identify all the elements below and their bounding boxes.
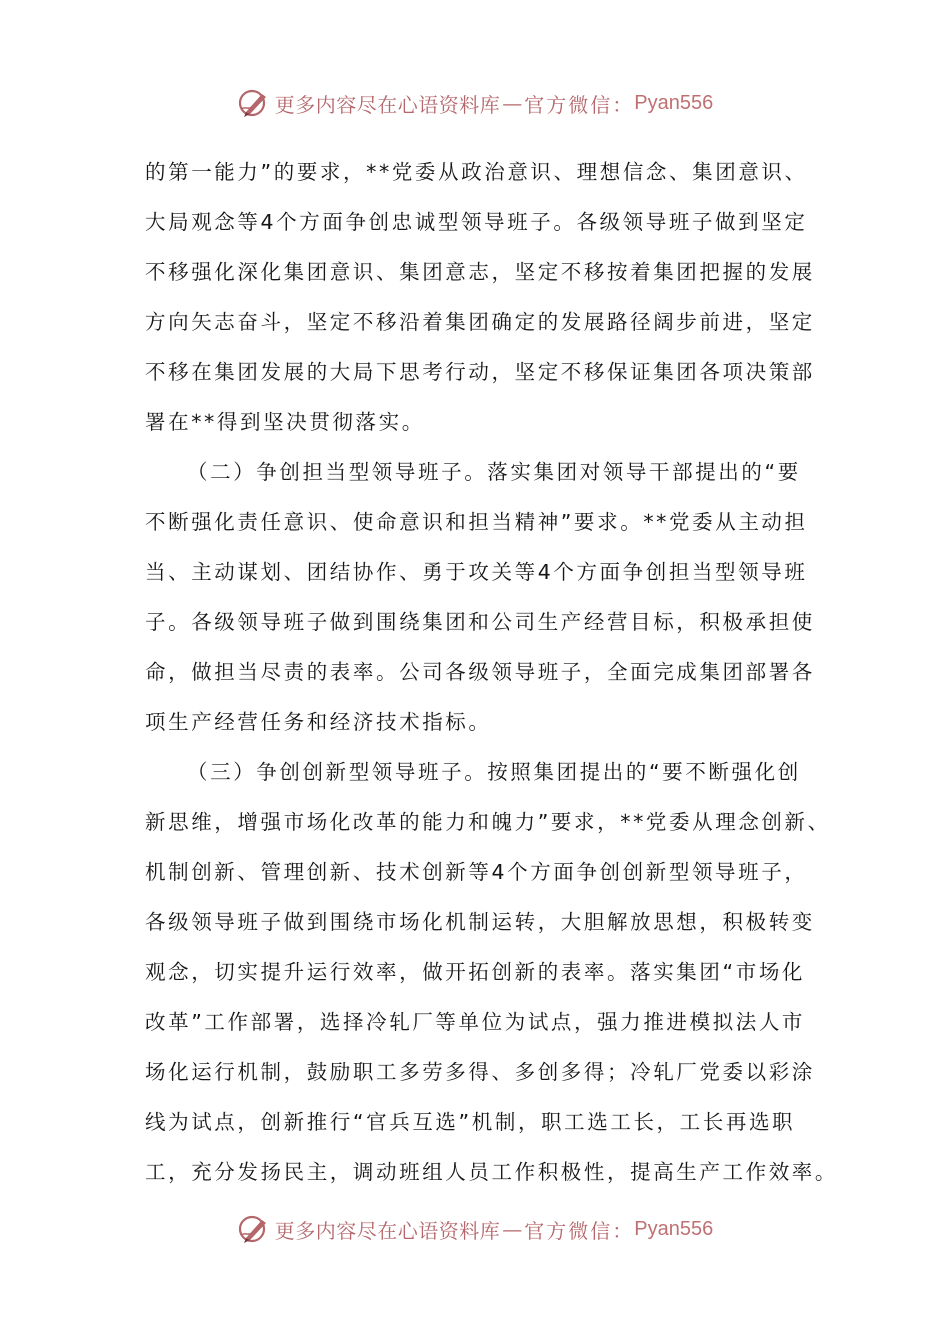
- watermark-official-label: 官方微信：: [524, 1218, 635, 1243]
- paragraph-heading-line: （二）争创担当型领导班子。落实集团对领导干部提出的“要: [187, 460, 801, 484]
- text-line: 观念，切实提升运行效率，做开拓创新的表率。落实集团“市场化: [145, 960, 806, 984]
- watermark-text: 更多内容尽在心语资料库: [274, 92, 501, 117]
- text-line: 改革”工作部署，选择冷轧厂等单位为试点，强力推进模拟法人市: [145, 1010, 806, 1034]
- pen-logo-icon: [237, 86, 271, 120]
- text-line: 不移在集团发展的大局下思考行动，坚定不移保证集团各项决策部: [145, 360, 815, 384]
- watermark-separator: —: [502, 91, 523, 115]
- watermark-text: 更多内容尽在心语资料库: [274, 1218, 501, 1243]
- text-line: 线为试点，创新推行“官兵互选”机制，职工选工长，工长再选职: [145, 1110, 796, 1134]
- text-line: 机制创新、管理创新、技术创新等4个方面争创创新型领导班子，: [145, 860, 808, 884]
- text-line: 不移强化深化集团意识、集团意志，坚定不移按着集团把握的发展: [145, 260, 815, 284]
- text-line: 不断强化责任意识、使命意识和担当精神”要求。**党委从主动担: [145, 510, 808, 534]
- watermark-footer: [0, 1209, 950, 1249]
- text-line: 各级领导班子做到围绕市场化机制运转，大胆解放思想，积极转变: [145, 910, 815, 934]
- document-body: [145, 147, 838, 1197]
- text-line: 场化运行机制，鼓励职工多劳多得、多创多得；冷轧厂党委以彩涂: [145, 1060, 815, 1084]
- text-line: 命，做担当尽责的表率。公司各级领导班子，全面完成集团部署各: [145, 660, 815, 684]
- text-line: 的第一能力”的要求，**党委从政治意识、理想信念、集团意识、: [145, 160, 808, 184]
- pen-logo-icon: [237, 1212, 271, 1246]
- text-line: 工，充分发扬民主，调动班组人员工作积极性，提高生产工作效率。: [145, 1160, 838, 1184]
- text-line: 新思维，增强市场化改革的能力和魄力”要求，**党委从理念创新、: [145, 810, 831, 834]
- text-line: 大局观念等4个方面争创忠诚型领导班子。各级领导班子做到坚定: [145, 210, 808, 234]
- watermark-wechat-id: Pyan556: [634, 1217, 714, 1240]
- paragraph-heading-line: （三）争创创新型领导班子。按照集团提出的“要不断强化创: [187, 760, 801, 784]
- text-line: 署在**得到坚决贯彻落实。: [145, 410, 425, 434]
- watermark-wechat-id: Pyan556: [634, 91, 714, 114]
- watermark-separator: —: [502, 1217, 523, 1241]
- watermark-header: [0, 83, 950, 123]
- watermark-official-label: 官方微信：: [524, 92, 635, 117]
- text-line: 当、主动谋划、团结协作、勇于攻关等4个方面争创担当型领导班: [145, 560, 808, 584]
- text-line: 方向矢志奋斗，坚定不移沿着集团确定的发展路径阔步前进，坚定: [145, 310, 815, 334]
- text-line: 子。各级领导班子做到围绕集团和公司生产经营目标，积极承担使: [145, 610, 815, 634]
- text-line: 项生产经营任务和经济技术指标。: [145, 710, 492, 734]
